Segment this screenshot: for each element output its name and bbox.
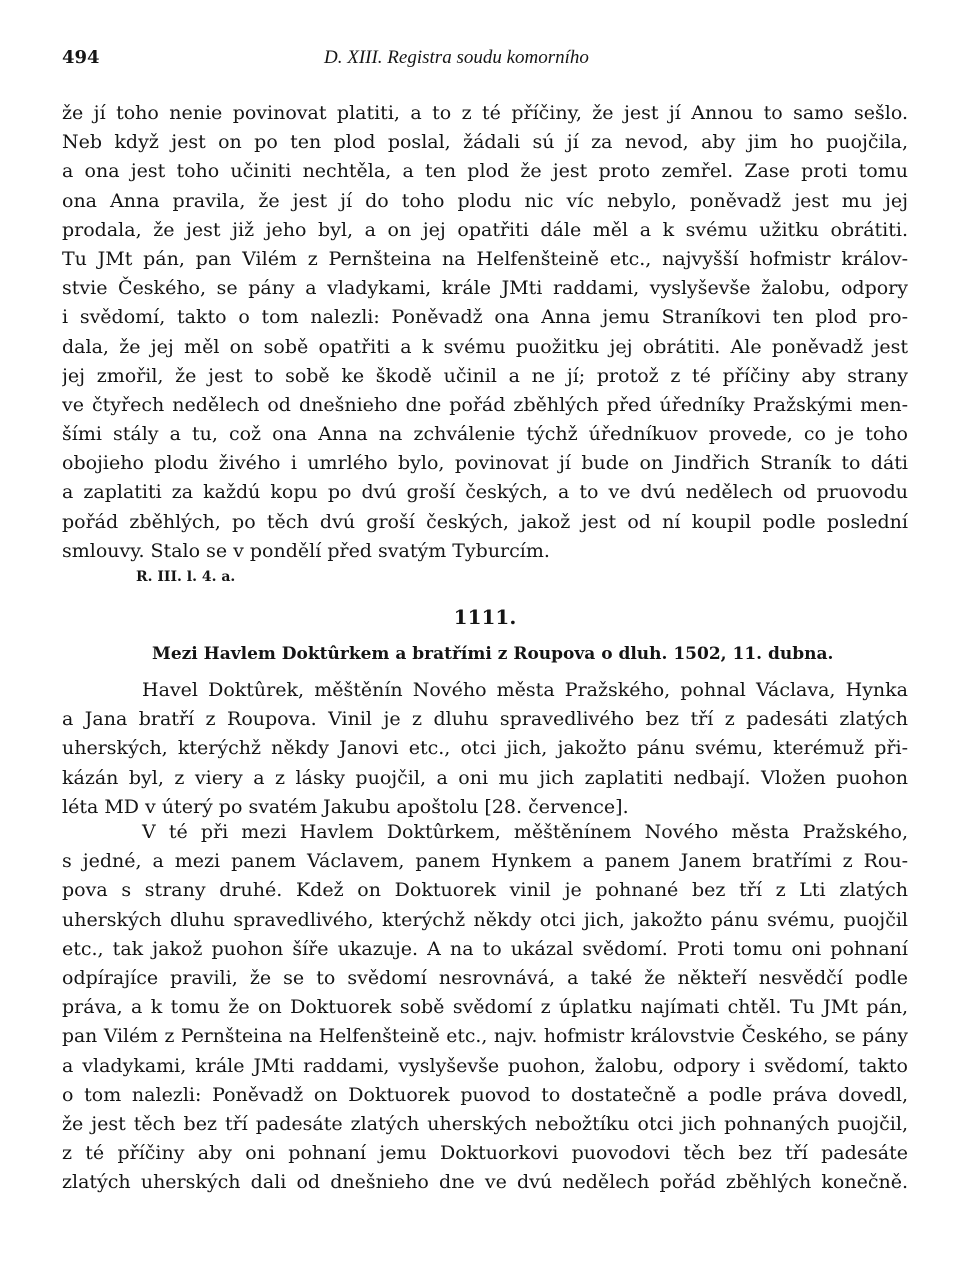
paragraph-3 xyxy=(62,818,908,1197)
running-head xyxy=(62,47,908,77)
text-line: prodala, že jest již jeho byl, a on jej opatřiti dále měl a k svému užitku obrátiti. xyxy=(62,218,908,241)
paragraph-1 xyxy=(62,99,908,566)
text-line: léta MD v úterý po svatém Jakubu apoštolu [28. července]. xyxy=(62,795,629,818)
text-line: i svědomí, takto o tom nalezli: Poněvadž ona Anna jemu Straníkovi ten plod pro- xyxy=(62,306,908,329)
text-line: z té příčiny aby oni pohnaní jemu Doktuorkovi puovodovi těch bez tří padesáte xyxy=(62,1142,908,1165)
text-line: V té při mezi Havlem Doktûrkem, měštěnínem Nového města Pražského, xyxy=(142,821,908,843)
text-line: a zaplatiti za každú kopu po dvú groší českých, a to ve dvú nedělech od pruovodu xyxy=(62,481,908,504)
page-number: 494 xyxy=(62,47,100,68)
entry-number: 1111. xyxy=(453,605,517,629)
text-line: že jí toho nenie povinovat platiti, a to z té příčiny, že jest jí Annou to samo sešlo. xyxy=(62,102,908,124)
text-line: dala, že jej měl on sobě opatřiti a k svému puožitku jej obrátiti. Ale poněvadž jest xyxy=(62,335,908,358)
text-line: ona Anna pravila, že jest jí do toho plodu nic víc nebylo, poněvadž jest mu jej xyxy=(62,189,908,212)
running-title: D. XIII. Registra soudu komorního xyxy=(324,47,589,68)
paragraph-2 xyxy=(62,676,908,822)
text-line: zlatých uherských dali od dnešnieho dne ve dvú nedělech pořád zběhlých konečně. xyxy=(62,1171,908,1194)
text-line: uherských, kterýchž někdy Janovi etc., otci jich, jakožto pánu svému, kterémuž při- xyxy=(62,737,908,760)
text-line: s jedné, a mezi panem Václavem, panem Hynkem a panem Janem bratřími z Rou- xyxy=(62,850,908,873)
text-line: ve čtyřech nedělech od dnešnieho dne pořád zběhlých před úředníky Pražskými men- xyxy=(62,393,908,416)
text-line: pořád zběhlých, po těch dvú groší českých, jakož jest od ní koupil podle poslední xyxy=(62,510,908,533)
text-line: pan Vilém z Pernšteina na Helfenšteině etc., najv. hofmistr královstvie Českého, se pány xyxy=(62,1026,908,1048)
text-line: Havel Doktûrek, měštěnín Nového města Pražského, pohnal Václava, Hynka xyxy=(142,679,908,701)
book-page xyxy=(62,0,908,1280)
text-line: Tu JMt pán, pan Vilém z Pernšteina na Helfenšteině etc., najvyšší hofmistr králov- xyxy=(62,247,908,270)
text-line: šími stály a tu, což ona Anna na zchválenie týchž úředníkuov provede, co je toho xyxy=(62,423,908,446)
text-line: uherských dluhu spravedlivého, kterýchž někdy otci jich, jakožto pánu svému, puojčil xyxy=(62,908,908,931)
entry-heading: Mezi Havlem Doktûrkem a bratřími z Roupova o dluh. 1502, 11. dubna. xyxy=(152,644,834,664)
text-line: odpírajíce pravili, že se to svědomí nesrovnává, a také že někteří nesvědčí podle xyxy=(62,966,908,989)
text-line: a ona jest toho učiniti nechtěla, a ten plod že jest proto zemřel. Zase proti tomu xyxy=(62,160,908,183)
text-line: a Jana bratří z Roupova. Vinil je z dluhu spravedlivého bez tří z padesáti zlatých xyxy=(62,708,908,731)
text-line: etc., tak jakož puohon šíře ukazuje. A na to ukázal svědomí. Proti tomu oni pohnaní xyxy=(62,937,908,960)
text-line: smlouvy. Stalo se v pondělí před svatým Tyburcím. xyxy=(62,539,550,562)
text-line: jej zmořil, že jest to sobě ke škodě učinil a ne jí; protož z té příčiny aby strany xyxy=(62,364,908,387)
text-line: práva, a k tomu že on Doktuorek sobě svědomí z úplatku najímati chtěl. Tu JMt pán, xyxy=(62,996,908,1019)
text-line: stvie Českého, se pány a vladykami, krále JMti raddami, vyslyševše žalobu, odpory xyxy=(62,277,908,300)
text-line: obojieho plodu živého i umrlého bylo, povinovat jí bude on Jindřich Straník to dáti xyxy=(62,452,908,475)
text-line: Neb když jest on po ten plod poslal, žádali sú jí za nevod, aby jim ho puojčila, xyxy=(62,131,908,154)
text-line: a vladykami, krále JMti raddami, vyslyševše puohon, žalobu, odpory i svědomí, takto xyxy=(62,1054,908,1077)
text-line: o tom nalezli: Poněvadž on Doktuorek puovod to dostatečně a podle práva dovedl, xyxy=(62,1083,908,1106)
archive-reference: R. III. l. 4. a. xyxy=(136,569,236,585)
text-line: pova s strany druhé. Kdež on Doktuorek vinil je pohnané bez tří z Lti zlatých xyxy=(62,879,908,902)
text-line: že jest těch bez tří padesáte zlatých uherských nebožtíku otci jich pohnaných puojčil, xyxy=(62,1112,908,1135)
text-line: kázán byl, z viery a z lásky puojčil, a oni mu jich zaplatiti nedbají. Vložen puohon xyxy=(62,766,908,789)
